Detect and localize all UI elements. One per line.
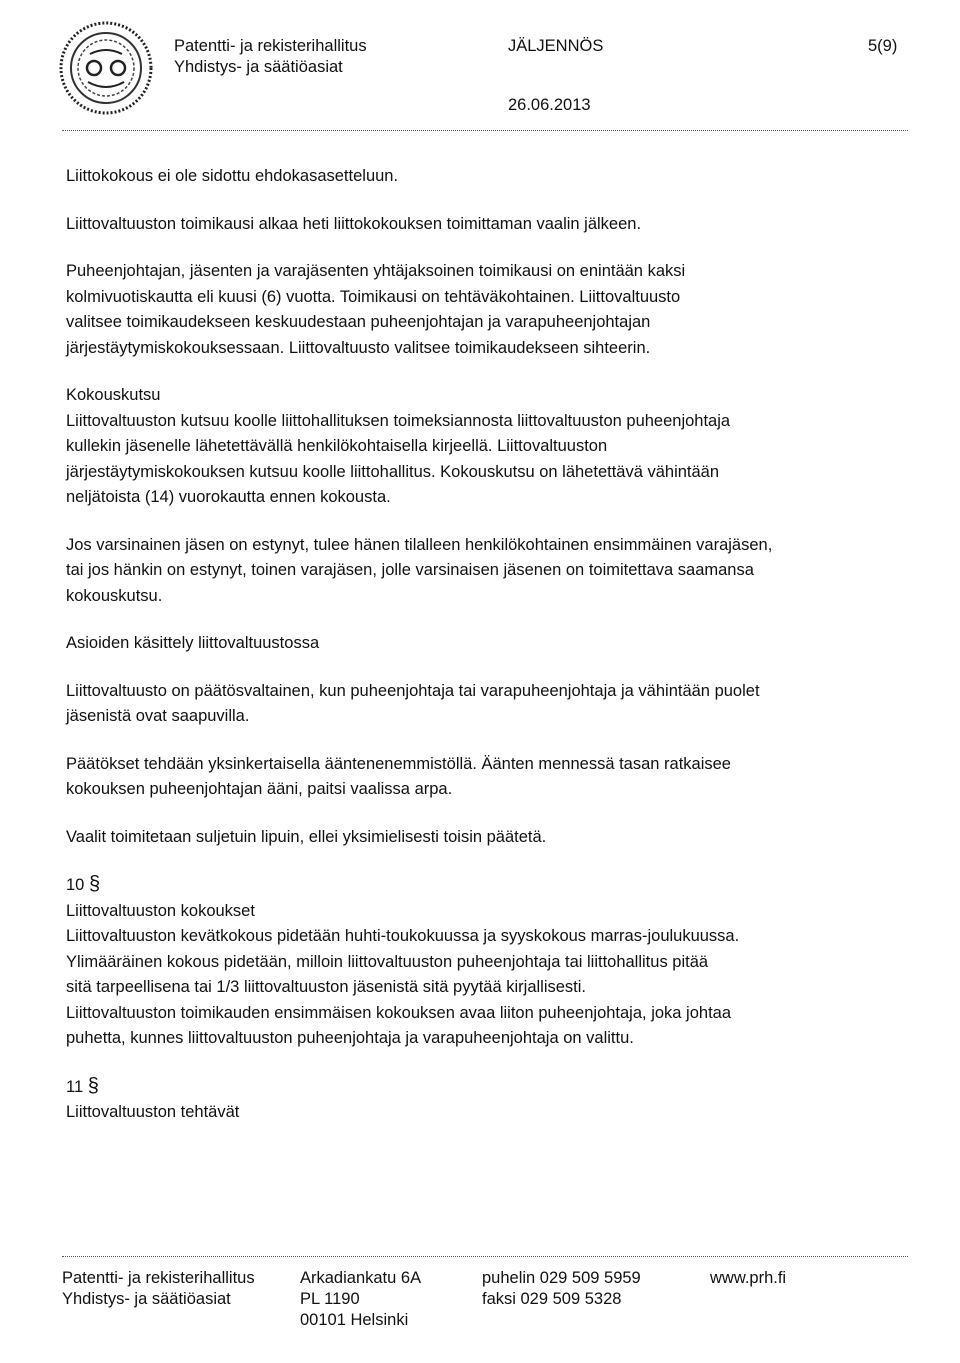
section-heading: Kokouskutsu bbox=[66, 386, 161, 404]
paragraph: Vaalit toimitetaan suljetuin lipuin, ellei yksimielisesti toisin päätetä. bbox=[66, 827, 547, 846]
header-date: 26.06.2013 bbox=[508, 96, 591, 114]
footer-contact: puhelin 029 509 5959 faksi 029 509 5328 bbox=[482, 1269, 641, 1308]
paragraph: Puheenjohtajan, jäsenten ja varajäsenten yhtäjaksoinen toimikausi on enintään kaksi kolmivuotiskautta eli kuusi (6) vuotta. Toimikausi on tehtäväkohtainen. Liittovaltuusto valitsee toimikaudekseen keskuudestaan puheenjohtajan ja varapuheenjohtajan järjestäytymiskokouksessaan. Liittovaltuusto valitsee toimikaudekseen sihteerin. bbox=[66, 262, 686, 357]
footer-org: Patentti- ja rekisterihallitus Yhdistys- ja säätiöasiat bbox=[62, 1269, 255, 1308]
section-number: 10 § bbox=[66, 873, 101, 895]
header-org-line1: Patentti- ja rekisterihallitus bbox=[174, 37, 367, 55]
paragraph: Päätökset tehdään yksinkertaisella ääntenenemmistöllä. Äänten mennessä tasan ratkaisee kokouksen puheenjohtajan ääni, paitsi vaalissa arpa. bbox=[66, 754, 731, 798]
paragraph: Liittokokous ei ole sidottu ehdokasasetteluun. bbox=[66, 167, 399, 185]
kokouskutsu-section: Kokouskutsu Liittovaltuuston kutsuu koolle liittohallituksen toimeksiannosta liittovaltuuston puheenjohtaja kullekin jäsenelle lähetettävällä henkilökohtaisella kirjeellä. Liittovaltuuston järjestäytymiskokouksen kutsuu koolle liittohallitus. Kokouskutsu on lähetettävä vähintään neljätoista (14) vuorokautta ennen kokousta. bbox=[66, 383, 866, 511]
paragraph: Jos varsinainen jäsen on estynyt, tulee hänen tilalleen henkilökohtainen ensimmäinen varajäsen, tai jos hänkin on estynyt, toinen varajäsen, jolle varsinaisen jäsenen on toimitettava saamansa kokouskutsu. bbox=[66, 535, 773, 605]
header-divider bbox=[62, 130, 908, 131]
section-10: 10 § Liittovaltuuston kokoukset Liittovaltuuston kevätkokous pidetään huhti-toukokuussa ja syyskokous marras-joulukuussa. Ylimääräinen kokous pidetään, milloin liittovaltuuston puheenjohtaja tai liittohallitus pitää sitä tarpeellisena tai 1/3 liittovaltuuston jäsenistä sitä pyytää kirjallisesti. Liittovaltuuston toimikauden ensimmäisen kokouksen avaa liiton puheenjohtaja, joka johtaa puhetta, kunnes liittovaltuuston puheenjohtaja ja varapuheenjohtaja on valittu. bbox=[66, 872, 866, 1052]
section-heading: Asioiden käsittely liittovaltuustossa bbox=[66, 634, 320, 652]
paragraph: Liittovaltuuston toimikausi alkaa heti liittokokouksen toimittaman vaalin jälkeen. bbox=[66, 214, 642, 233]
section-title: Liittovaltuuston kokoukset bbox=[66, 901, 255, 920]
header-page-number: 5(9) bbox=[868, 37, 898, 55]
document-body bbox=[66, 164, 866, 1126]
section-number: 11 § bbox=[66, 1074, 99, 1097]
footer-website-link[interactable]: www.prh.fi bbox=[710, 1269, 787, 1287]
paragraph: Liittovaltuusto on päätösvaltainen, kun puheenjohtaja tai varapuheenjohtaja ja vähintään puolet jäsenistä ovat saapuvilla. bbox=[66, 681, 760, 725]
footer-address: Arkadiankatu 6A PL 1190 00101 Helsinki bbox=[300, 1269, 422, 1329]
section-title: Liittovaltuuston tehtävät bbox=[66, 1103, 240, 1121]
header-stamp: JÄLJENNÖS bbox=[508, 37, 604, 55]
prh-seal-logo bbox=[52, 18, 160, 118]
footer-divider bbox=[62, 1256, 908, 1257]
header-org-line2: Yhdistys- ja säätiöasiat bbox=[174, 58, 343, 76]
section-11 bbox=[66, 1074, 866, 1126]
